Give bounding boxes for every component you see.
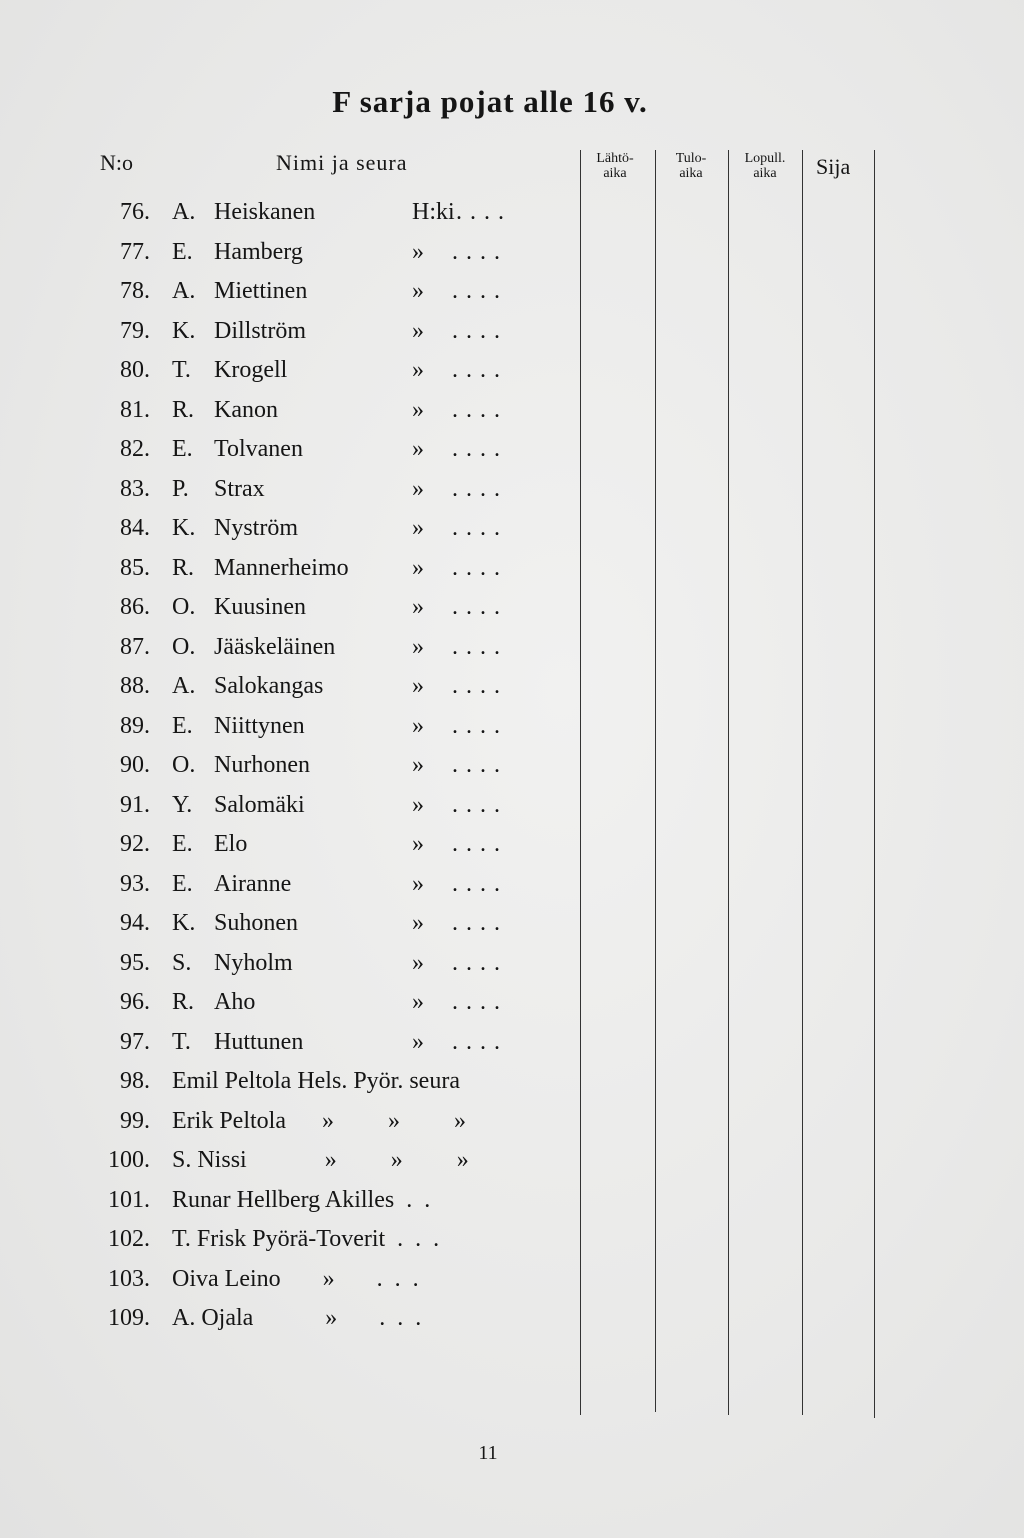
- entry-init: A.: [172, 673, 196, 699]
- entry-club: »: [412, 752, 424, 778]
- entry-surname: Aho: [214, 989, 256, 1015]
- entry-club: »: [412, 238, 424, 265]
- entry-surname: Kuusinen: [214, 594, 306, 620]
- entry-no: 85.: [120, 554, 150, 581]
- entry-no: 83.: [120, 475, 150, 502]
- entry-no: 97.: [120, 1028, 150, 1055]
- leader-dots: ....: [452, 989, 508, 1015]
- entry-init: R.: [172, 989, 195, 1015]
- entry-club: »: [412, 554, 424, 581]
- entry-club: »: [412, 1028, 424, 1055]
- entry-no: 76.: [120, 199, 150, 225]
- entry-init: T.: [172, 1028, 191, 1055]
- table-row: [0, 1299, 580, 1337]
- entry-no: 80.: [120, 357, 150, 383]
- table-row: [0, 786, 580, 824]
- column-divider: [655, 150, 656, 1412]
- entry-surname: Tolvanen: [214, 436, 303, 462]
- table-row: [0, 1181, 580, 1219]
- entry-surname: Krogell: [214, 357, 288, 383]
- entry-surname: Airanne: [214, 870, 292, 897]
- page-number: 11: [478, 1442, 498, 1464]
- entry-no: 77.: [120, 238, 150, 265]
- entry-no: 95.: [120, 949, 150, 976]
- leader-dots: ....: [452, 475, 508, 502]
- entry-club: »: [412, 357, 424, 383]
- entry-surname: Strax: [214, 475, 265, 502]
- entry-club: »: [412, 791, 424, 818]
- table-row: [0, 193, 580, 231]
- entry-no: 98.: [120, 1068, 150, 1094]
- entry-club: »: [412, 949, 424, 976]
- entry-init: K.: [172, 910, 196, 936]
- header-final-time: Lopull. aika: [744, 151, 786, 181]
- entry-init: K.: [172, 317, 196, 344]
- entry-init: Y.: [172, 791, 193, 818]
- entry-club: »: [412, 278, 424, 304]
- table-row: [0, 233, 580, 271]
- entry-club: »: [412, 594, 424, 620]
- leader-dots: ....: [452, 831, 508, 857]
- column-divider: [728, 150, 729, 1415]
- entry-surname: Kanon: [214, 396, 278, 423]
- leader-dots: ....: [452, 357, 508, 383]
- entry-club: »: [412, 989, 424, 1015]
- entry-no: 91.: [120, 791, 150, 818]
- entry-surname: Salomäki: [214, 791, 305, 818]
- entry-init: E.: [172, 712, 193, 739]
- entry-surname: Elo: [214, 831, 248, 857]
- header-finish-time: Tulo- aika: [675, 151, 707, 181]
- table-row: [0, 391, 580, 429]
- column-divider: [580, 150, 581, 1415]
- entry-surname: Nyström: [214, 515, 298, 541]
- entry-club: »: [412, 831, 424, 857]
- leader-dots: ....: [452, 633, 508, 660]
- entry-surname: Heiskanen: [214, 199, 316, 225]
- leader-dots: ....: [452, 278, 508, 304]
- table-row: [0, 509, 580, 547]
- entry-text: Erik Peltola » » »: [172, 1107, 466, 1134]
- table-row: [0, 1141, 580, 1179]
- entry-no: 78.: [120, 278, 150, 304]
- entry-no: 89.: [120, 712, 150, 739]
- entry-init: E.: [172, 436, 193, 462]
- entry-club: »: [412, 712, 424, 739]
- leader-dots: ....: [452, 554, 508, 581]
- entry-text: Oiva Leino » . . .: [172, 1265, 419, 1292]
- header-number: N:o: [100, 150, 133, 175]
- table-row: [0, 944, 580, 982]
- entry-no: 88.: [120, 673, 150, 699]
- entry-init: R.: [172, 554, 195, 581]
- entry-club: »: [412, 515, 424, 541]
- table-row: [0, 667, 580, 705]
- page-title: F sarja pojat alle 16 v.: [332, 84, 648, 119]
- entry-surname: Miettinen: [214, 278, 308, 304]
- entry-club: »: [412, 870, 424, 897]
- entry-no: 92.: [120, 831, 150, 857]
- entry-surname: Suhonen: [214, 910, 298, 936]
- entry-surname: Mannerheimo: [214, 554, 349, 581]
- table-row: [0, 825, 580, 863]
- entry-init: O.: [172, 752, 196, 778]
- leader-dots: ....: [452, 791, 508, 818]
- leader-dots: ....: [456, 199, 512, 225]
- entry-no: 79.: [120, 317, 150, 344]
- table-row: [0, 707, 580, 745]
- header-start-time: Lähtö- aika: [596, 151, 634, 181]
- table-row: [0, 1102, 580, 1140]
- leader-dots: ....: [452, 870, 508, 897]
- table-row: [0, 904, 580, 942]
- leader-dots: ....: [452, 238, 508, 265]
- entry-init: S.: [172, 949, 192, 976]
- entry-no: 100.: [108, 1147, 150, 1173]
- leader-dots: ....: [452, 317, 508, 344]
- entry-club: »: [412, 910, 424, 936]
- entry-no: 87.: [120, 633, 150, 660]
- entry-surname: Niittynen: [214, 712, 305, 739]
- entry-no: 103.: [108, 1265, 150, 1292]
- entry-init: K.: [172, 515, 196, 541]
- table-row: [0, 470, 580, 508]
- entry-surname: Nurhonen: [214, 752, 310, 778]
- leader-dots: ....: [452, 712, 508, 739]
- leader-dots: ....: [452, 949, 508, 976]
- entry-club: »: [412, 317, 424, 344]
- entry-init: A.: [172, 278, 196, 304]
- leader-dots: ....: [452, 594, 508, 620]
- column-divider: [802, 150, 803, 1415]
- entry-surname: Salokangas: [214, 673, 324, 699]
- entry-club: »: [412, 673, 424, 699]
- entry-no: 96.: [120, 989, 150, 1015]
- entry-surname: Hamberg: [214, 238, 303, 265]
- table-row: [0, 746, 580, 784]
- table-row: [0, 1062, 580, 1100]
- entry-club: »: [412, 633, 424, 660]
- table-row: [0, 351, 580, 389]
- table-row: [0, 1220, 580, 1258]
- entry-no: 101.: [108, 1186, 150, 1213]
- entry-no: 81.: [120, 396, 150, 423]
- column-divider: [874, 150, 875, 1418]
- leader-dots: ....: [452, 515, 508, 541]
- table-row: [0, 588, 580, 626]
- table-row: [0, 865, 580, 903]
- table-row: [0, 1260, 580, 1298]
- table-row: [0, 628, 580, 666]
- header-name: Nimi ja seura: [276, 150, 408, 175]
- entry-init: T.: [172, 357, 191, 383]
- entry-text: Emil Peltola Hels. Pyör. seura: [172, 1068, 460, 1094]
- table-row: [0, 312, 580, 350]
- entry-club: »: [412, 475, 424, 502]
- entry-no: 93.: [120, 870, 150, 897]
- entry-no: 82.: [120, 436, 150, 462]
- entry-surname: Huttunen: [214, 1028, 304, 1055]
- entry-club: H:ki: [412, 199, 455, 225]
- entry-surname: Dillström: [214, 317, 307, 344]
- table-row: [0, 430, 580, 468]
- entry-no: 109.: [108, 1305, 150, 1331]
- entry-surname: Nyholm: [214, 949, 293, 976]
- entry-club: »: [412, 436, 424, 462]
- leader-dots: ....: [452, 752, 508, 778]
- entry-no: 99.: [120, 1107, 150, 1134]
- entry-init: E.: [172, 831, 193, 857]
- table-row: [0, 1023, 580, 1061]
- entry-init: R.: [172, 396, 195, 423]
- entry-no: 84.: [120, 515, 150, 541]
- leader-dots: ....: [452, 436, 508, 462]
- table-row: [0, 983, 580, 1021]
- table-row: [0, 549, 580, 587]
- entry-surname: Jääskeläinen: [214, 633, 336, 660]
- header-place: Sija: [816, 154, 851, 179]
- entry-no: 94.: [120, 910, 150, 936]
- leader-dots: ....: [452, 1028, 508, 1055]
- entry-init: A.: [172, 199, 196, 225]
- entry-init: O.: [172, 594, 196, 620]
- entry-init: E.: [172, 238, 193, 265]
- entry-text: A. Ojala » . . .: [172, 1305, 422, 1331]
- entry-text: S. Nissi » » »: [172, 1147, 469, 1173]
- entry-no: 102.: [108, 1226, 150, 1252]
- leader-dots: ....: [452, 673, 508, 699]
- leader-dots: ....: [452, 396, 508, 423]
- entry-no: 90.: [120, 752, 150, 778]
- entry-init: E.: [172, 870, 193, 897]
- entry-club: »: [412, 396, 424, 423]
- entry-text: T. Frisk Pyörä-Toverit . . .: [172, 1226, 440, 1252]
- leader-dots: ....: [452, 910, 508, 936]
- entry-no: 86.: [120, 594, 150, 620]
- entry-text: Runar Hellberg Akilles . .: [172, 1186, 431, 1213]
- entry-init: O.: [172, 633, 196, 660]
- entry-init: P.: [172, 475, 189, 502]
- table-row: [0, 272, 580, 310]
